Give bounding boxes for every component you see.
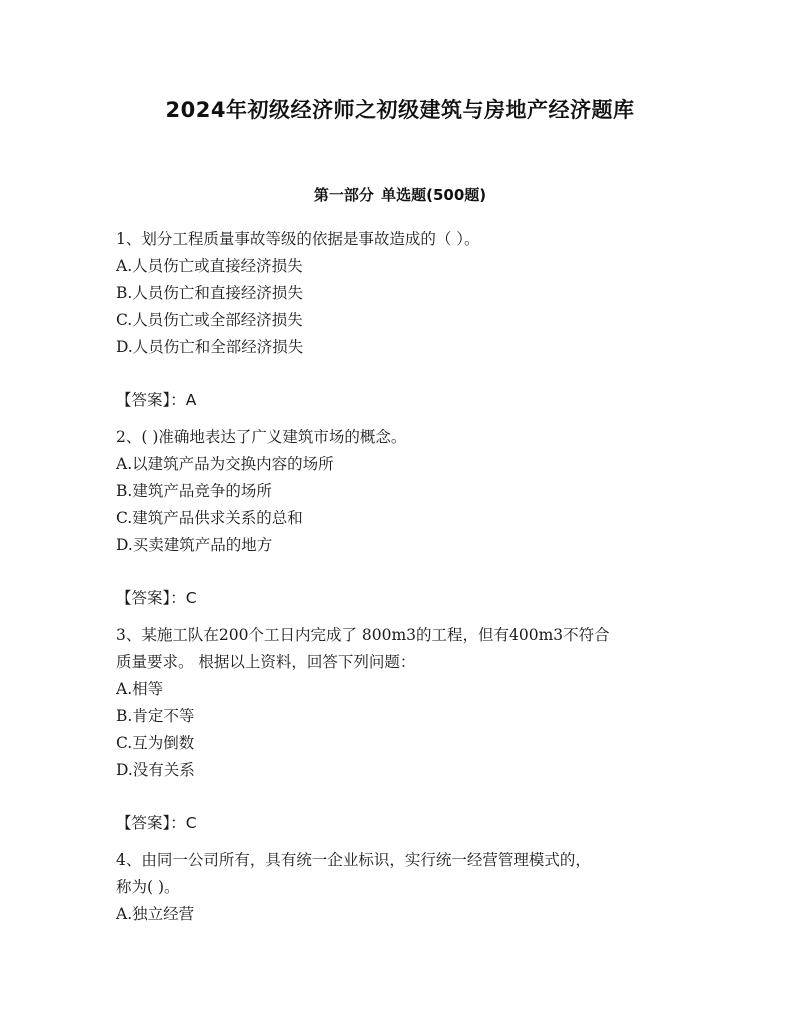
question-4 [116,847,696,928]
option-c: C.互为倒数 [116,734,195,752]
question-1 [116,226,696,414]
option-d: D.人员伤亡和全部经济损失 [116,338,304,356]
option-d: D.没有关系 [116,761,195,779]
answer-value: C [185,814,197,832]
question-list [116,226,696,928]
option-b: B.肯定不等 [116,707,195,725]
option-a: A.以建筑产品为交换内容的场所 [116,455,334,473]
question-stem-continued: 称为( )。 [116,878,180,896]
question-stem: 3、某施工队在200个工日内完成了 800m3的工程，但有400m3不符合 [116,626,610,644]
question-3 [116,622,696,837]
question-2 [116,424,696,612]
answer-line [116,585,696,612]
option-c: C.建筑产品供求关系的总和 [116,509,303,527]
answer-value: C [185,589,197,607]
answer-line [116,387,696,414]
option-b: B.人员伤亡和直接经济损失 [116,284,303,302]
option-a: A.独立经营 [116,905,195,923]
question-stem: 1、划分工程质量事故等级的依据是事故造成的（ ）。 [116,230,480,248]
option-a: A.人员伤亡或直接经济损失 [116,257,303,275]
answer-label: 【答案】： [116,391,186,409]
answer-label: 【答案】： [116,814,186,832]
answer-label: 【答案】： [116,589,186,607]
question-stem: 2、( )准确地表达了广义建筑市场的概念。 [116,428,407,446]
answer-line [116,810,696,837]
option-d: D.买卖建筑产品的地方 [116,536,273,554]
option-c: C.人员伤亡或全部经济损失 [116,311,303,329]
document-title: 2024年初级经济师之初级建筑与房地产经济题库 [165,98,635,122]
question-stem: 4、由同一公司所有，具有统一企业标识，实行统一经营管理模式的， [116,851,591,869]
answer-value: A [185,391,197,409]
section-heading: 第一部分 单选题(500题) [313,186,487,204]
option-a: A.相等 [116,680,164,698]
option-b: B.建筑产品竞争的场所 [116,482,272,500]
question-stem-continued: 质量要求。 根据以上资料，回答下列问题： [116,653,416,671]
